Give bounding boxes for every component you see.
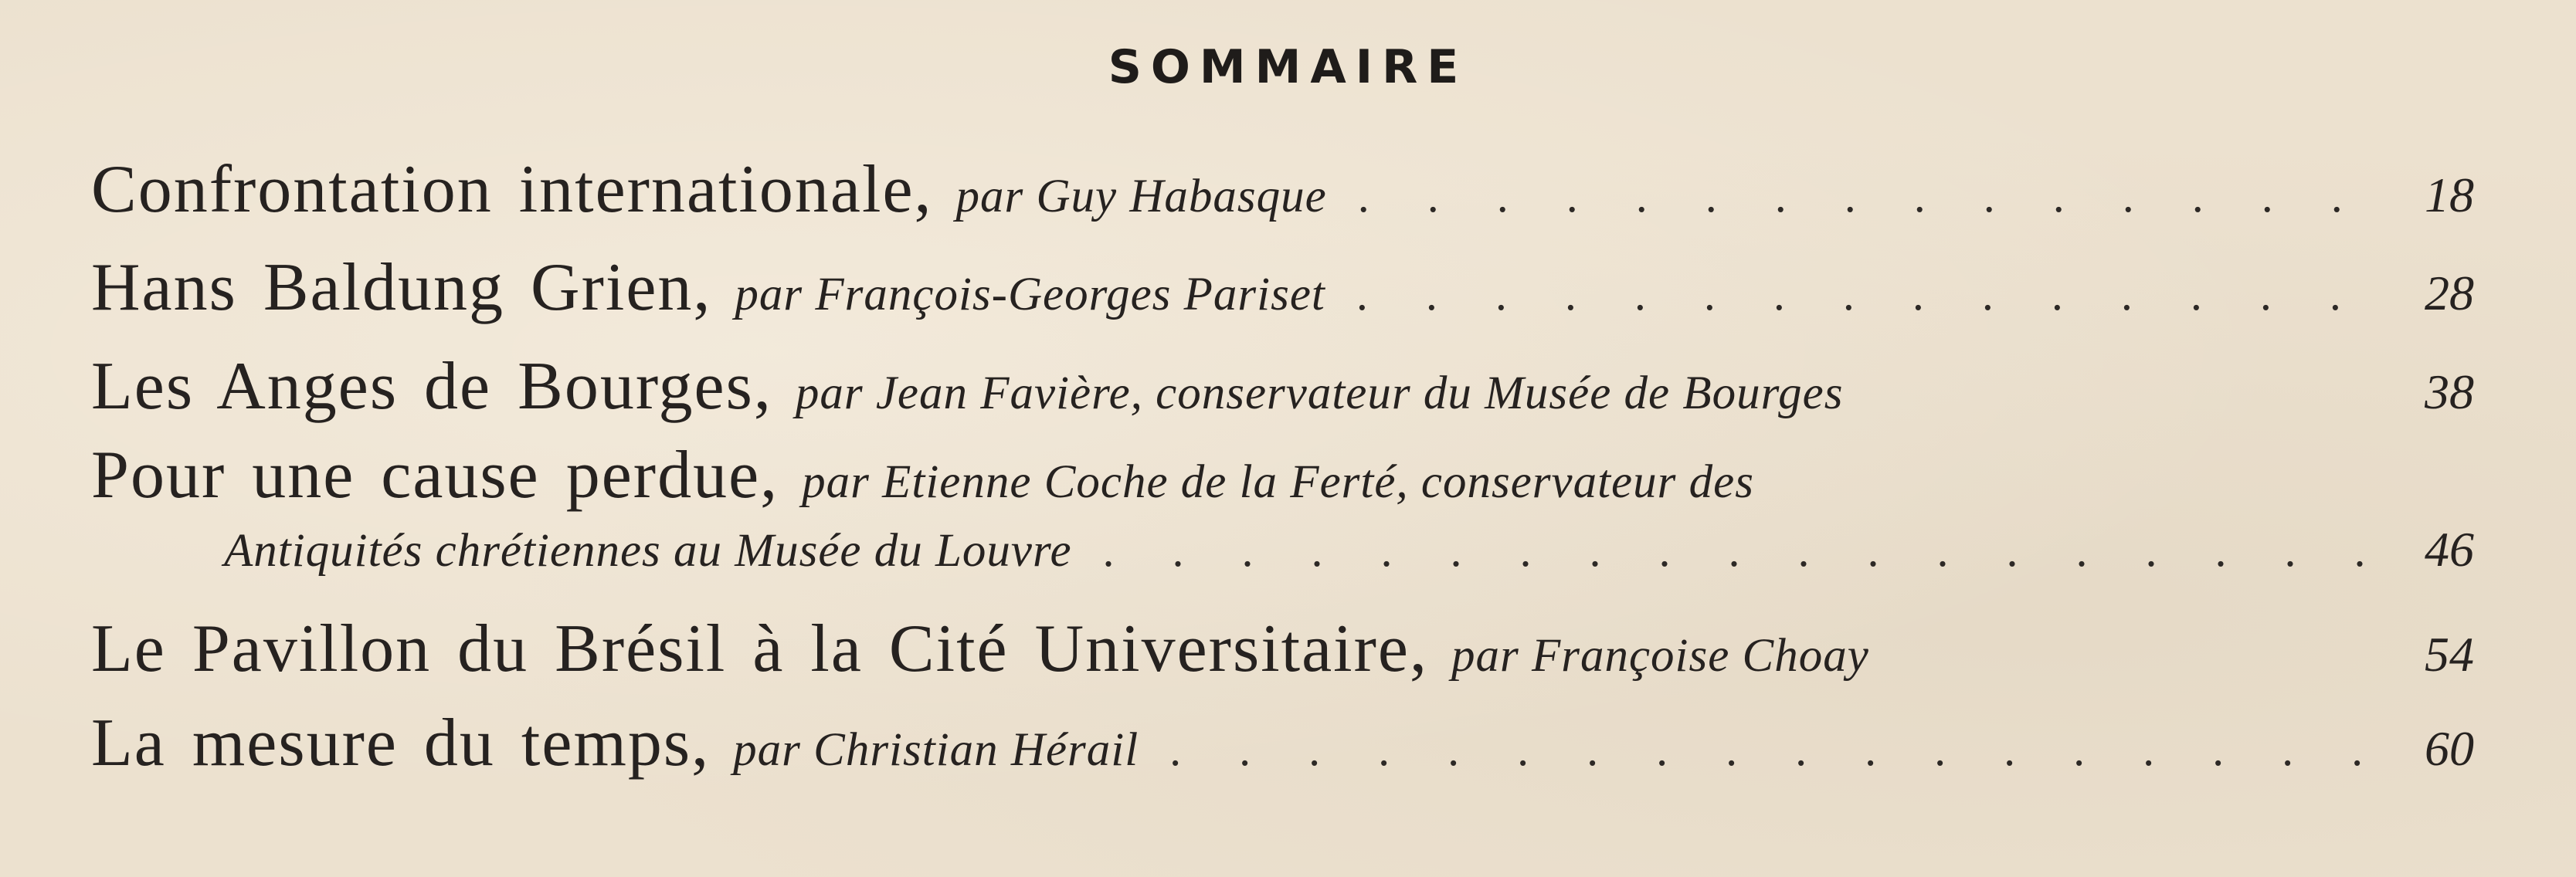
- toc-entry: [91, 347, 2474, 432]
- entry-author-continuation: Antiquités chrétiennes au Musée du Louvre: [224, 525, 1072, 577]
- entry-author: par Guy Habasque: [955, 171, 1327, 222]
- toc-entry: [91, 436, 2474, 521]
- dot-leader: [1072, 524, 2381, 577]
- toc-entry-continuation: [224, 521, 2474, 606]
- entry-author: par Jean Favière, conservateur du Musée de Bourges: [795, 367, 1844, 419]
- toc-entry: [91, 610, 2474, 695]
- entry-page-number: 18: [2425, 168, 2474, 222]
- toc-entry: [91, 704, 2474, 789]
- entry-page-number: 28: [2425, 266, 2474, 320]
- dot-leader: [1139, 723, 2381, 777]
- entry-author: par Etienne Coche de la Ferté, conservateur des: [802, 456, 1754, 508]
- entry-title: Hans Baldung Grien,: [91, 250, 712, 325]
- page-heading: SOMMAIRE: [1108, 40, 1468, 94]
- toc-entry: [91, 249, 2474, 334]
- dot-leader: [1327, 170, 2381, 223]
- entry-title: Pour une cause perdue,: [91, 438, 779, 513]
- dot-leader: [1325, 268, 2381, 321]
- entry-title: La mesure du temps,: [91, 706, 711, 780]
- entry-title: Les Anges de Bourges,: [91, 349, 772, 424]
- entry-title: Le Pavillon du Brésil à la Cité Universitaire,: [91, 611, 1428, 686]
- entry-author: par Christian Hérail: [733, 724, 1139, 776]
- entry-title: Confrontation internationale,: [91, 152, 933, 227]
- entry-page-number: 54: [2425, 627, 2474, 682]
- entry-page-number: 46: [2425, 522, 2474, 577]
- toc-entry: [91, 151, 2474, 235]
- entry-page-number: 38: [2425, 364, 2474, 419]
- entry-page-number: 60: [2425, 721, 2474, 776]
- entry-author: par Françoise Choay: [1451, 630, 1869, 682]
- entry-author: par François-Georges Pariset: [735, 269, 1325, 320]
